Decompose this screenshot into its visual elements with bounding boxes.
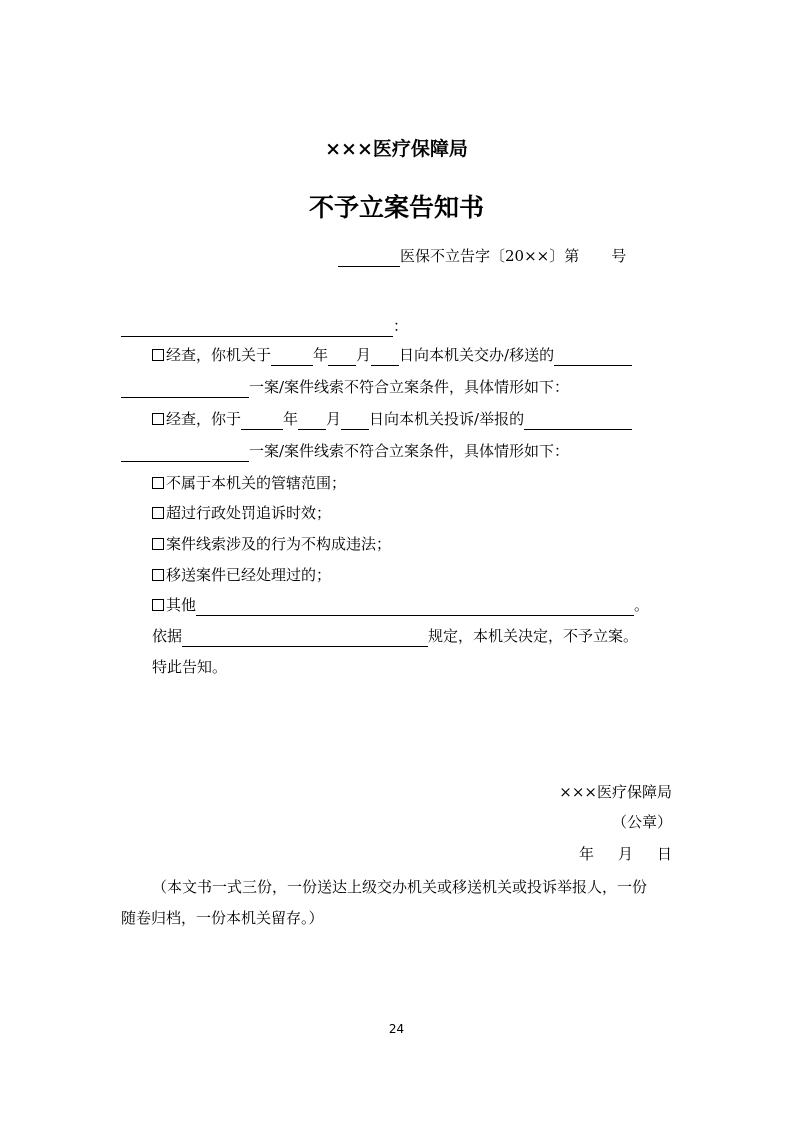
- para1-line1: [152, 339, 632, 371]
- para2-month-blank: [298, 409, 326, 430]
- option-text: 案件线索涉及的行为不构成违法；: [166, 535, 392, 553]
- para2-year-label: 年: [283, 410, 299, 428]
- para1-year-blank: [271, 345, 313, 366]
- option-other-blank: [196, 595, 634, 616]
- basis-text-a: 依据: [152, 627, 183, 645]
- para2-text-b: 日向本机关投诉/举报的: [369, 410, 525, 428]
- para1-month-blank: [328, 345, 356, 366]
- document-title: 不予立案告知书: [308, 193, 484, 222]
- option-item: [152, 467, 346, 499]
- checkbox-icon: [152, 507, 164, 519]
- basis-regulation-blank: [182, 626, 428, 647]
- para1-year-label: 年: [313, 346, 329, 364]
- salutation-colon: ：: [393, 317, 409, 335]
- salutation-line: [121, 310, 408, 342]
- basis-text-b: 规定，本机关决定，不予立案。: [428, 627, 639, 645]
- note-line2: 随卷归档，一份本机关留存。）: [121, 909, 324, 927]
- checkbox-icon: [152, 413, 164, 425]
- checkbox-icon: [152, 477, 164, 489]
- signature-organization: ×××医疗保障局: [559, 783, 672, 801]
- option-text: 不属于本机关的管辖范围；: [166, 474, 347, 492]
- option-item: [152, 528, 391, 560]
- date-day: 日: [656, 845, 672, 863]
- document-number-line: [338, 240, 626, 272]
- option-other: [152, 589, 649, 621]
- option-item: [152, 497, 331, 529]
- option-text: 超过行政处罚追诉时效；: [166, 504, 332, 522]
- para1-line2: [121, 371, 569, 403]
- issuing-organization: ×××医疗保障局: [325, 138, 468, 160]
- document-number-suffix: 号: [611, 247, 627, 265]
- checkbox-icon: [152, 599, 164, 611]
- para2-day-blank: [341, 409, 369, 430]
- para2-year-blank: [241, 409, 283, 430]
- checkbox-icon: [152, 349, 164, 361]
- para1-month-label: 月: [356, 346, 372, 364]
- para2-line1: [152, 403, 632, 435]
- checkbox-icon: [152, 569, 164, 581]
- official-seal: （公章）: [611, 813, 672, 831]
- number-prefix-blank: [338, 246, 400, 267]
- option-text: 移送案件已经处理过的；: [166, 566, 332, 584]
- para1-case-blank-a: [554, 345, 632, 366]
- para2-text-a: 经查，你于: [166, 410, 242, 428]
- option-item: [152, 559, 331, 591]
- option-other-end: 。: [634, 596, 650, 614]
- para2-text-c: 一案/案件线索不符合立案条件，具体情形如下：: [249, 442, 570, 460]
- basis-line: [152, 620, 638, 652]
- document-number-text: 医保不立告字〔20××〕第: [400, 247, 580, 265]
- para2-line2: [121, 435, 569, 467]
- closing-line: 特此告知。: [152, 658, 228, 676]
- recipient-blank: [121, 316, 393, 337]
- date-year: 年: [578, 845, 594, 863]
- para1-text-b: 日向本机关交办/移送的: [399, 346, 555, 364]
- para1-case-blank-b: [121, 377, 249, 398]
- checkbox-icon: [152, 538, 164, 550]
- para1-day-blank: [371, 345, 399, 366]
- para2-case-blank-a: [524, 409, 632, 430]
- signature-date: [579, 843, 672, 864]
- page-number: 24: [388, 1022, 405, 1036]
- para2-case-blank-b: [121, 441, 249, 462]
- para2-month-label: 月: [326, 410, 342, 428]
- note-line1: （本文书一式三份，一份送达上级交办机关或移送机关或投诉举报人，一份: [152, 878, 648, 896]
- option-other-label: 其他: [166, 596, 197, 614]
- para1-text-a: 经查，你机关于: [166, 346, 272, 364]
- date-month: 月: [617, 845, 633, 863]
- para1-text-c: 一案/案件线索不符合立案条件，具体情形如下：: [249, 378, 570, 396]
